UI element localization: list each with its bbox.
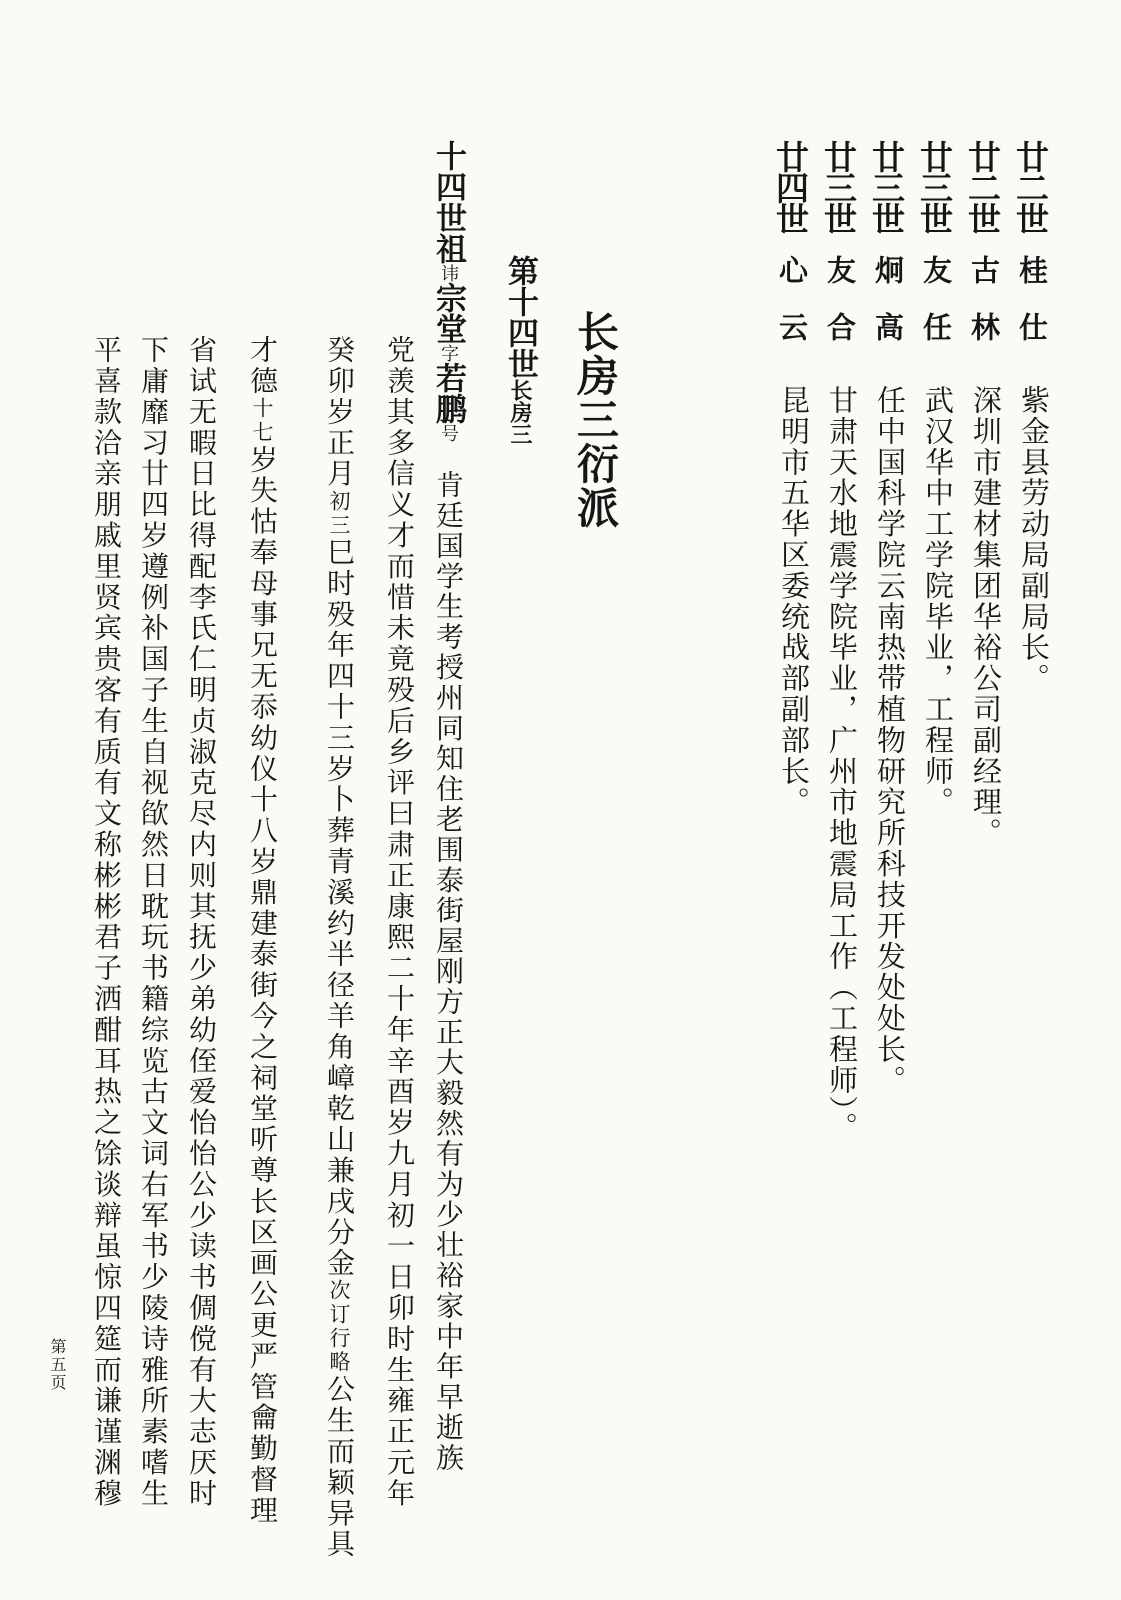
bio-text: 癸卯岁正月: [323, 335, 356, 490]
person-name: 古林: [967, 255, 1001, 369]
person-desc: 深圳市建材集团华裕公司副经理。: [969, 385, 1003, 849]
person-name: 心云: [775, 255, 809, 369]
generation-label: 廿二世: [963, 140, 1002, 233]
bio-text: 巳时殁年四十三岁卜葬青溪约半径羊角嶂乾山兼戌分金: [323, 537, 356, 1279]
ancestor-prefix: 十四世祖: [430, 140, 466, 264]
generation-label: 廿二世: [1011, 140, 1050, 233]
bio-inline-note: 十七: [250, 396, 274, 445]
person-desc: 紫金县劳动局副局长。: [1017, 385, 1051, 694]
bio-column: 平喜款洽亲朋戚里贤宾贵客有质有文称彬彬君子洒酣耳热之馀谈辩虽惊四筵而谦谨渊穆: [90, 335, 123, 1510]
person-desc: 武汉华中工学院毕业，工程师。: [921, 385, 955, 818]
ancestor-courtesy-name: 若鹏: [430, 362, 466, 424]
ancestor-name: 宗堂: [430, 282, 466, 344]
generation-label: 廿四世: [771, 140, 810, 233]
bio-column: 省试无暇日比得配李氏仁明贞淑克尽内则其抚少弟幼侄爱怡怡公少读书倜傥有大志厌时: [185, 335, 218, 1510]
subsection-heading: [502, 255, 538, 445]
person-name: 友合: [823, 255, 857, 369]
generation-label: 廿三世: [867, 140, 906, 233]
ancestor-heading: [430, 140, 466, 442]
ancestor-note: 号: [438, 424, 459, 442]
bio-column: 肯廷国学生考授州同知住老围泰街屋刚方正大毅然有为少壮裕家中年早逝族: [432, 470, 465, 1474]
subsection-small: 长房三: [507, 379, 533, 445]
person-desc: 昆明市五华区委统战部副部长。: [777, 385, 811, 818]
generation-label: 廿三世: [819, 140, 858, 233]
bio-column: [246, 335, 279, 1527]
ancestor-note: 字: [438, 344, 459, 362]
bio-text: 才德: [246, 335, 279, 397]
bio-column: [323, 335, 356, 1560]
section-title: 长房三衍派: [571, 310, 620, 530]
generation-label: 廿三世: [915, 140, 954, 233]
person-name: 友任: [919, 255, 953, 369]
bio-column: 下庸靡习廿四岁遵例补国子生自视欿然日耽玩书籍综览古文词右军书少陵诗雅所素嗜生: [137, 335, 170, 1510]
bio-inline-note: 次订行略: [327, 1278, 351, 1375]
bio-text: 岁失怙奉母事兄无忝幼仪十八岁鼎建泰街今之祠堂听尊长区画公更严管龠勤督理: [246, 444, 279, 1527]
ancestor-note: 讳: [438, 264, 459, 282]
person-name: 桂仕: [1015, 255, 1049, 369]
bio-text: 公生而颖异具: [323, 1374, 356, 1560]
page-number: 第五页: [48, 1338, 67, 1392]
person-name: 炯高: [871, 255, 905, 369]
bio-inline-note: 初三: [327, 489, 351, 538]
person-desc: 任中国科学院云南热带植物研究所科技开发处处长。: [873, 385, 907, 1096]
bio-column: 党羡其多信义才而惜未竟殁后乡评曰肃正康熙二十年辛酉岁九月初一日卯时生雍正元年: [383, 335, 416, 1510]
person-desc: 甘肃天水地震学院毕业，广州市地震局工作（工程师）。: [825, 385, 859, 1143]
subsection-main: 第十四世: [502, 255, 538, 379]
